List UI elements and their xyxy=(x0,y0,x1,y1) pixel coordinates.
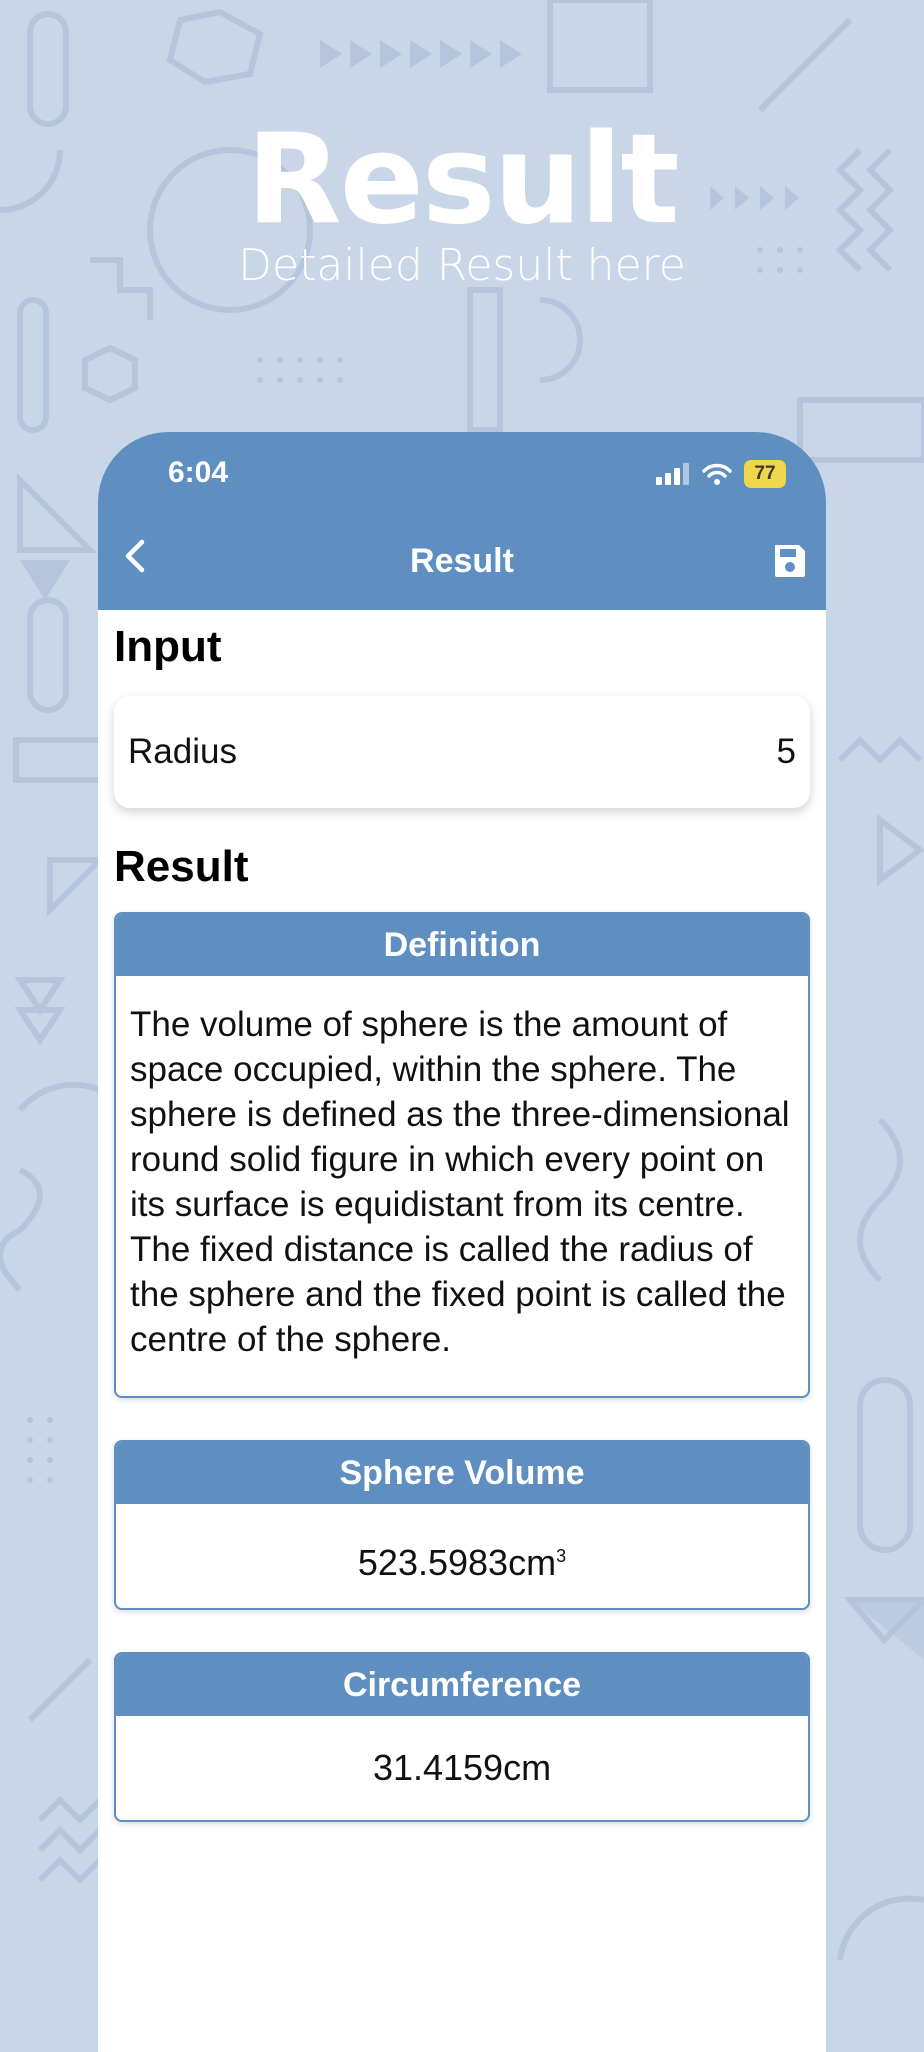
input-value: 5 xyxy=(776,732,796,771)
phone-screen xyxy=(98,432,826,2052)
result-section-title: Result xyxy=(114,842,249,891)
input-section-title: Input xyxy=(114,622,222,671)
content xyxy=(114,610,810,1822)
status-icons xyxy=(656,460,786,488)
wifi-icon xyxy=(702,463,732,485)
definition-text: The volume of sphere is the amount of space occupied, within the sphere. The sphere is defined as the three-dimensional round solid figure in which every point on its surface is equidistant from its centre. The fixed distance is called the radius of the sphere and the fixed point is called the centre of the sphere. xyxy=(130,1005,790,1359)
volume-unit: cm xyxy=(508,1542,557,1583)
hero-title: Result xyxy=(246,108,678,252)
definition-header: Definition xyxy=(116,914,808,976)
circumference-card xyxy=(114,1652,810,1822)
top-bar xyxy=(98,432,826,610)
circumference-header: Circumference xyxy=(116,1654,808,1716)
signal-icon xyxy=(656,463,690,485)
input-label: Radius xyxy=(128,732,237,771)
save-icon[interactable] xyxy=(772,542,808,578)
hero-subtitle: Detailed Result here xyxy=(238,240,686,291)
definition-card xyxy=(114,912,810,1398)
circumference-value: 31.4159cm xyxy=(372,1747,552,1788)
input-row-radius xyxy=(114,696,810,808)
volume-value xyxy=(116,1504,808,1608)
battery-icon: 77 xyxy=(744,460,786,488)
status-time: 6:04 xyxy=(168,456,229,489)
nav-title: Result xyxy=(410,542,514,580)
volume-number: 523.5983 xyxy=(357,1542,509,1583)
volume-header: Sphere Volume xyxy=(116,1442,808,1504)
volume-exponent: 3 xyxy=(556,1546,567,1566)
volume-card xyxy=(114,1440,810,1610)
